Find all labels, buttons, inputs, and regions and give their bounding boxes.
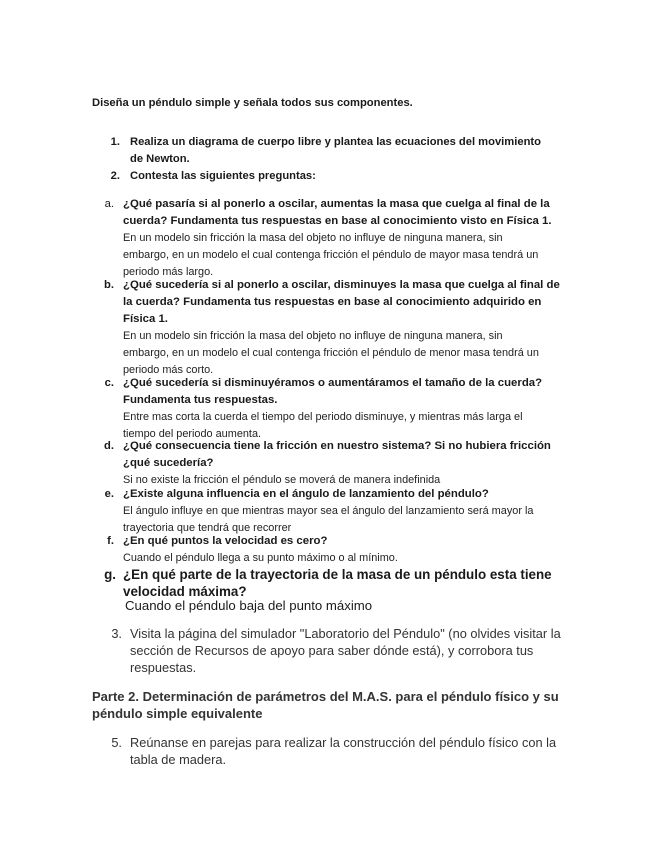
answer-c-line-2: tiempo del periodo aumenta. bbox=[123, 428, 262, 440]
instruction-1: Realiza un diagrama de cuerpo libre y plantea las ecuaciones del movimiento de Newton. bbox=[130, 136, 541, 165]
answer-e-line-1: El ángulo influye en que mientras mayor sea el ángulo del lanzamiento será mayor la bbox=[123, 505, 534, 517]
instruction-5-line-2: tabla de madera. bbox=[130, 752, 227, 767]
question-b-line-1: ¿Qué sucedería si al ponerlo a oscilar, disminuyes la masa que cuelga al final de bbox=[123, 279, 560, 291]
question-e-line-1: ¿Existe alguna influencia en el ángulo de lanzamiento del péndulo? bbox=[123, 488, 489, 500]
question-a-line-1: ¿Qué pasaría si al ponerlo a oscilar, aumentas la masa que cuelga al final de la bbox=[123, 198, 550, 210]
part2-heading-line-1: Parte 2. Determinación de parámetros del M.A.S. para el péndulo físico y su bbox=[92, 689, 559, 704]
instruction-2: Contesta las siguientes preguntas: bbox=[130, 170, 316, 182]
question-e-marker: e. bbox=[104, 488, 114, 500]
question-g-line-2: velocidad máxima? bbox=[123, 584, 247, 599]
instruction-3-line-2: sección de Recursos de apoyo para saber dónde está), y corrobora tus bbox=[130, 643, 534, 658]
list-number-1: 1. bbox=[110, 136, 120, 148]
question-f-marker: f. bbox=[107, 535, 114, 547]
answer-b-line-2: embargo, en un modelo el cual contenga fricción el péndulo de menor masa tendrá un bbox=[123, 347, 539, 359]
question-c-marker: c. bbox=[104, 377, 114, 389]
answer-f-line-1: Cuando el péndulo llega a su punto máximo o al mínimo. bbox=[123, 552, 398, 564]
part2-heading-line-2: péndulo simple equivalente bbox=[92, 706, 263, 721]
question-b-line-3: Física 1. bbox=[123, 313, 168, 325]
question-b-line-2: la cuerda? Fundamenta tus respuestas en base al conocimiento adquirido en bbox=[123, 296, 542, 308]
instruction-3-line-1: Visita la página del simulador "Laboratorio del Péndulo" (no olvides visitar la bbox=[130, 626, 561, 641]
question-c-line-1: ¿Qué sucedería si disminuyéramos o aumentáramos el tamaño de la cuerda? bbox=[123, 377, 543, 389]
question-g-line-1: ¿En qué parte de la trayectoria de la masa de un péndulo esta tiene bbox=[123, 567, 552, 582]
question-d-marker: d. bbox=[104, 440, 114, 452]
question-g-marker: g. bbox=[104, 567, 116, 582]
answer-a-line-1: En un modelo sin fricción la masa del objeto no influye de ninguna manera, sin bbox=[123, 232, 503, 244]
answer-g-line-1: Cuando el péndulo baja del punto máximo bbox=[125, 598, 373, 613]
answer-a-line-3: periodo más largo. bbox=[123, 266, 214, 278]
answer-b-line-1: En un modelo sin fricción la masa del objeto no influye de ninguna manera, sin bbox=[123, 330, 503, 342]
instruction-3-line-3: respuestas. bbox=[130, 660, 197, 675]
list-number-3: 3. bbox=[111, 626, 122, 641]
answer-b-line-3: periodo más corto. bbox=[123, 364, 214, 376]
list-number-2: 2. bbox=[110, 170, 120, 182]
answer-d-line-1: Si no existe la fricción el péndulo se moverá de manera indefinida bbox=[123, 474, 441, 486]
answer-c-line-1: Entre mas corta la cuerda el tiempo del periodo disminuye, y mientras más larga el bbox=[123, 411, 523, 423]
question-c-line-2: Fundamenta tus respuestas. bbox=[123, 394, 278, 406]
list-number-5: 5. bbox=[111, 735, 122, 750]
page-title: Diseña un péndulo simple y señala todos sus componentes. bbox=[92, 97, 413, 109]
question-d-line-1: ¿Qué consecuencia tiene la fricción en nuestro sistema? Si no hubiera fricción bbox=[123, 440, 551, 452]
question-b-marker: b. bbox=[104, 279, 114, 291]
question-a-marker: a. bbox=[104, 198, 114, 210]
answer-a-line-2: embargo, en un modelo el cual contenga fricción el péndulo de mayor masa tendrá un bbox=[123, 249, 539, 261]
question-f-line-1: ¿En qué puntos la velocidad es cero? bbox=[123, 535, 328, 547]
question-d-line-2: ¿qué sucedería? bbox=[123, 457, 214, 469]
question-a-line-2: cuerda? Fundamenta tus respuestas en base al conocimiento visto en Física 1. bbox=[123, 215, 552, 227]
instruction-5-line-1: Reúnanse en parejas para realizar la construcción del péndulo físico con la bbox=[130, 735, 557, 750]
answer-e-line-2: trayectoria que tendrá que recorrer bbox=[123, 522, 292, 534]
